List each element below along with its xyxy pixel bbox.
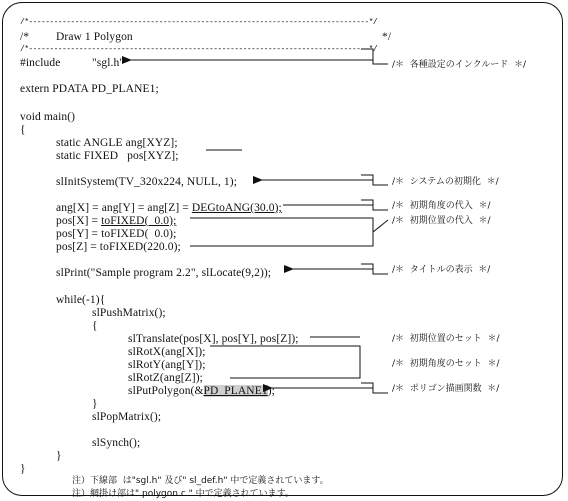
footnote-underline: 注）下線部 は"sgl.h" 及び" sl_def.h" 中で定義されています。 (72, 476, 329, 486)
comment-init: /＊ システムの初期化 ＊/ (392, 177, 499, 187)
inner-open-brace: { (92, 320, 98, 332)
translate-call: slTranslate(pos[X], pos[Y], pos[Z]); (128, 333, 299, 345)
pos-z-assignment: pos[Z] = toFIXED(220.0); (56, 241, 181, 253)
synch-call: slSynch(); (92, 437, 141, 449)
rot-z-call: slRotZ(ang[Z]); (128, 372, 203, 384)
while-close-brace: } (56, 450, 62, 462)
header-open: /* (20, 31, 30, 43)
degtoang-call: DEGtoANG(30.0); (191, 202, 282, 214)
static-fixed-declaration: static FIXED pos[XYZ]; (56, 150, 179, 162)
include-file: "sgl.h" (92, 57, 125, 69)
comment-set-angle: /＊ 初期角度のセット ＊/ (392, 359, 500, 369)
pos-x-lhs: pos[X] = (56, 215, 102, 227)
comment-angle: /＊ 初期角度の代入 ＊/ (392, 201, 491, 211)
put-polygon-fn: slPutPolygon(& (128, 385, 204, 397)
include-keyword: #include (20, 57, 61, 69)
header-rule-top: /*---------------------------------------------------------------------------------*/ (20, 18, 378, 27)
while-loop: while(-1){ (56, 294, 106, 306)
extern-declaration: extern PDATA PD_PLANE1; (20, 83, 159, 95)
comment-set-position: /＊ 初期位置のセット ＊/ (392, 334, 500, 344)
rot-y-call: slRotY(ang[Y]); (128, 359, 206, 371)
inner-close-brace: } (92, 398, 98, 410)
header-close: */ (382, 31, 392, 43)
connector-position (190, 218, 373, 246)
comment-title: /＊ タイトルの表示 ＊/ (392, 265, 491, 275)
line-position (373, 220, 388, 232)
static-angle-declaration: static ANGLE ang[XYZ]; (56, 137, 178, 149)
rot-x-call: slRotX(ang[X]); (128, 346, 206, 358)
comment-include: /＊ 各種設定のインクルード ＊/ (392, 60, 527, 70)
angle-assignment-lhs: ang[X] = ang[Y] = ang[Z] = (56, 202, 192, 214)
pos-y-assignment: pos[Y] = toFIXED( 0.0); (56, 228, 177, 240)
polygon-data-arg: PD_PLANE1 (203, 385, 268, 397)
connector-include (361, 49, 388, 64)
main-open-brace: { (20, 124, 26, 136)
program-title: Draw 1 Polygon (56, 31, 133, 43)
init-system-call: slInitSystem(TV_320x224, NULL, 1); (56, 176, 237, 188)
tofixed-call: toFIXED( 0.0); (101, 215, 177, 227)
pop-matrix-call: slPopMatrix(); (92, 411, 162, 423)
comment-position: /＊ 初期位置の代入 ＊/ (392, 216, 491, 226)
print-call: slPrint("Sample program 2.2", slLocate(9,2)); (56, 267, 272, 279)
header-rule-bottom: /*---------------------------------------------------------------------------------*/ (20, 45, 378, 54)
main-signature: void main() (20, 111, 76, 123)
connector-set-angle (210, 346, 360, 378)
put-polygon-close: ); (267, 385, 275, 397)
main-close-brace: } (20, 463, 26, 475)
push-matrix-call: slPushMatrix(); (92, 307, 166, 319)
comment-polygon: /＊ ポリゴン描画関数 ＊/ (392, 384, 500, 394)
footnote-hatching: 注）網掛け部は" polygon.c " 中で定義されています。 (72, 489, 294, 499)
